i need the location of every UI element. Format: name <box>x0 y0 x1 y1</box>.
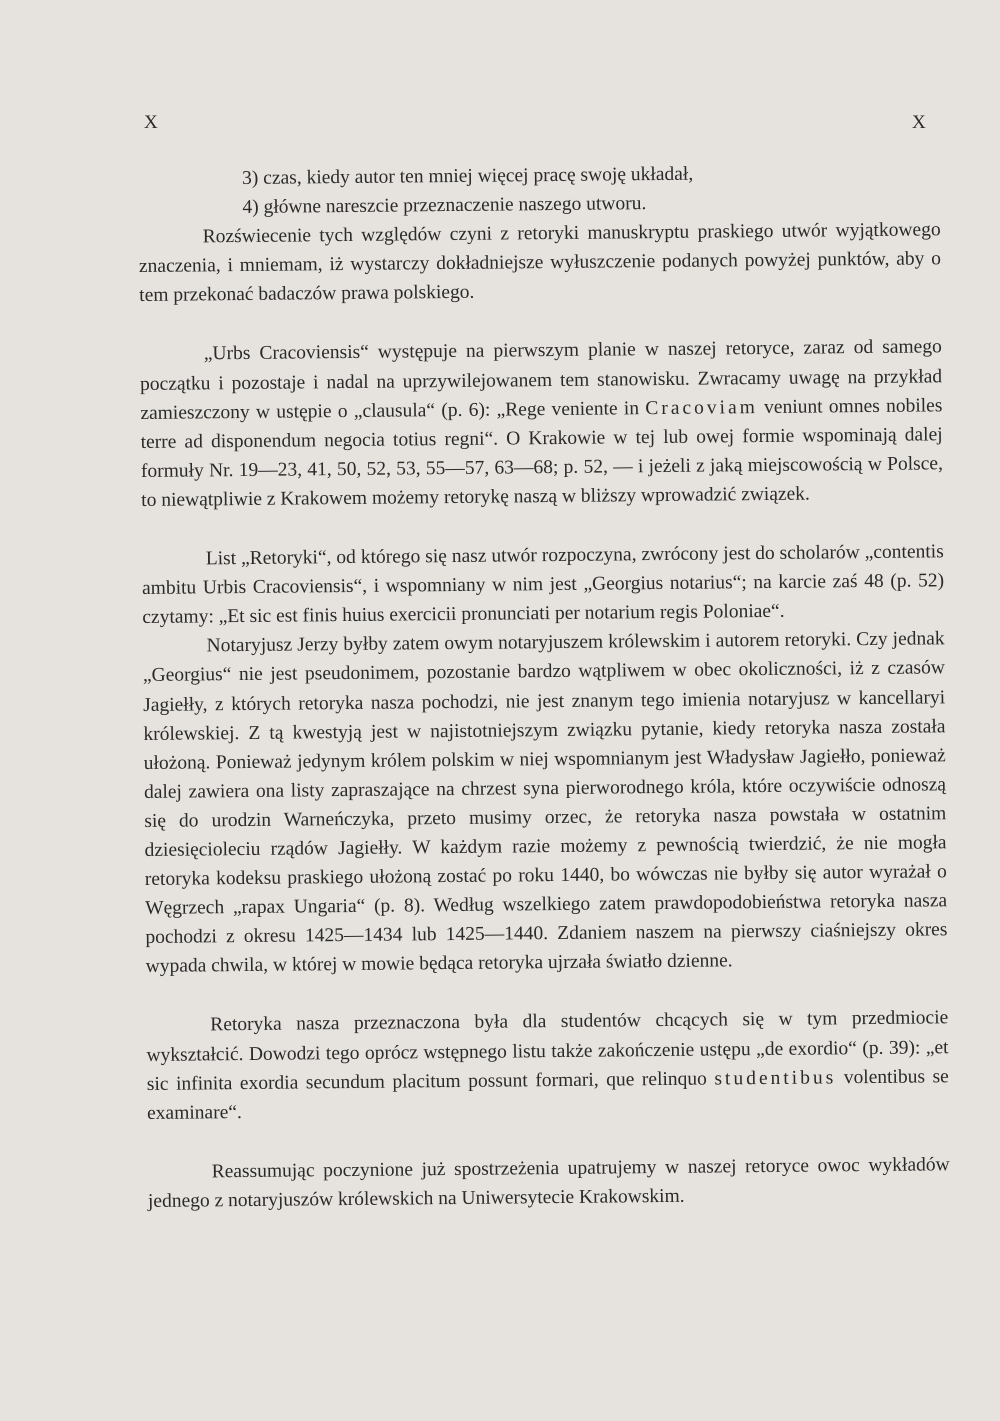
paragraph-3: List „Retoryki“, od którego się nasz utwór rozpoczyna, zwrócony jest do scholarów „contentis ambitu Urbis Cracoviensis“, i wspomniany w nim jest „Georgius notarius“; na karcie zaś 48 (p. 52) czytamy: „Et sic est finis huius exercicii pronunciati per notarium regis Poloniae“. <box>141 541 945 629</box>
paragraph-1: Rozświecenie tych względów czyni z retoryki manuskryptu praskiego utwór wyjątkowego znaczenia, i mniemam, iż wystarczy dokładniejsze wyłuszczenie podanych powyżej punktów, aby o tem przekonać badaczów prawa polskiego. <box>138 219 942 307</box>
paragraph-2-part-b: veniunt omnes nobiles terre ad disponendum negocia totius regni“. O Krakowie w tej lub owej formie wspominają dalej formuły Nr. 19—23, 41, 50, 52, 53, 55—57, 63—68; p. 52, — i jeżeli z jaką miejscowością w Polsce, to niewątpliwie z Krakowem możemy retorykę naszą w bliższy wprowadzić związek. <box>140 394 944 511</box>
paragraph-5-part-b: volentibus se examinare“. <box>147 1065 949 1124</box>
paragraph-5 <box>146 1004 949 1128</box>
spaced-word-studentibus: studentibus <box>714 1066 837 1090</box>
paragraph-2-part-a: „Urbs Cracoviensis“ występuje na pierwszym planie w naszej retoryce, zaraz od samego początku i pozostaje i nadal na uprzywilejowanem tem stanowisku. Zwracamy uwagę na przykład zamieszczony w ustępie o „clausula“ (p. 6): „Rege veniente in <box>140 336 943 424</box>
paragraph-6: Reassumując poczynione już spostrzeżenia upatrujemy w naszej retoryce owoc wykładów jednego z notaryjuszów królewskich na Uniwersytecie Krakowskim. <box>147 1154 950 1212</box>
folio-left: X <box>144 112 159 133</box>
paragraph-5-part-a: Retoryka nasza przeznaczona była dla studentów chcących się w tym przedmiocie wykształcić. Dowodzi tego oprócz wstępnego listu także zakończenie ustępu „de exordio“ (p. 39): „et sic infinita exordia secundum placitum possunt formari, que relinquo <box>146 1007 949 1095</box>
spaced-word-cracoviam: Cracoviam <box>645 396 758 419</box>
body-text <box>138 157 950 1216</box>
folio-right: X <box>912 112 927 133</box>
paragraph-4: Notaryjusz Jerzy byłby zatem owym notaryjuszem królewskim i autorem retoryki. Czy jednak „Georgius“ nie jest pseudonimem, pozostanie bardzo wątpliwem w obec okoliczności, iż z czasów Jagiełły, z których retoryka nasza pochodzi, nie jest znanym tego imienia notaryjusz w kancellaryi królewskiej. Z tą kwestyją jest w najistotniejszym związku pytanie, kiedy retoryka nasza została ułożoną. Ponieważ jedynym królem polskim w niej wspomnianym jest Władysław Jagiełło, ponieważ dalej zawiera ona listy zapraszające na chrzest syna pierworodnego króla, które oczywiście odnoszą się do urodzin Warneńczyka, przeto musimy orzec, że retoryka nasza powstała w ostatnim dziesięcioleciu rządów Jagiełły. W każdym razie możemy z pewnością twierdzić, że nie mogła retoryka kodeksu praskiego ułożoną zostać po roku 1440, bo wówczas nie byłby się autor wyrażał o Węgrzech „rapax Ungaria“ (p. 8). Według wszelkiego zatem prawdopodobieństwa retoryka nasza pochodzi z okresu 1425—1434 lub 1425—1440. Zdaniem naszem na pierwszy ciaśniejszy okres wypada chwila, w której w mowie będąca retoryka ujrzała światło dzienne. <box>142 628 948 978</box>
paragraph-2 <box>140 333 944 515</box>
list-item-4: 4) główne nareszcie przeznaczenie naszego utworu. <box>242 193 647 219</box>
list-item-3: 3) czas, kiedy autor ten mniej więcej pracę swoję układał, <box>242 163 694 190</box>
